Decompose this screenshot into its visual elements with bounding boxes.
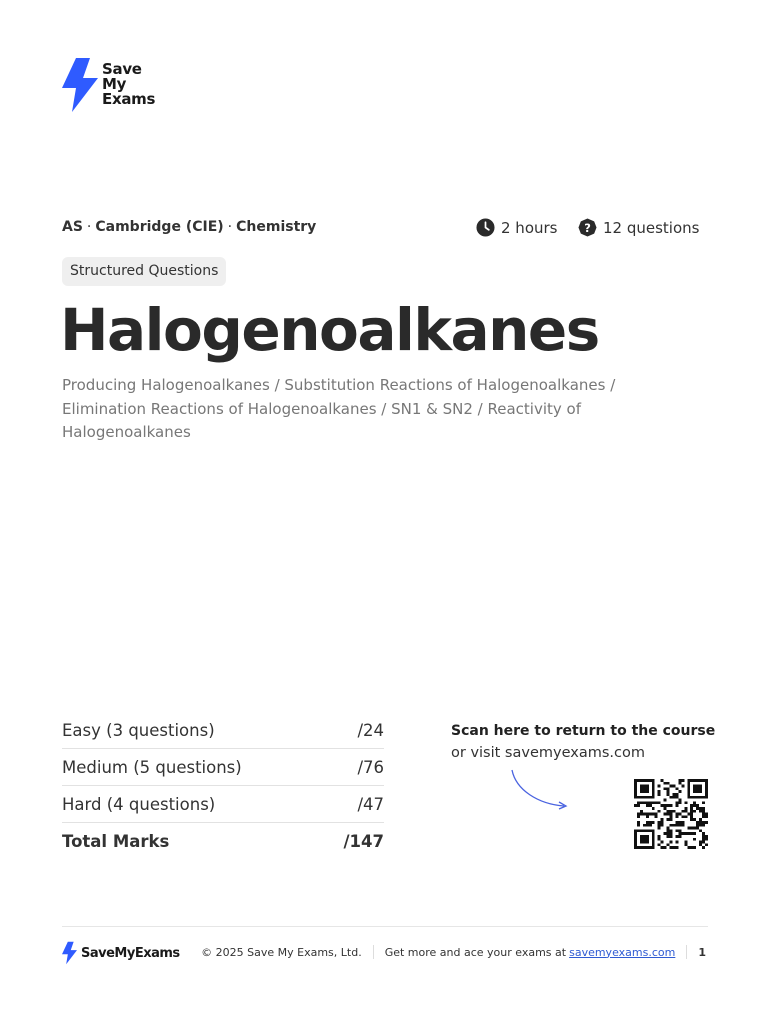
marks-row-medium: [62, 749, 384, 786]
footer-separator: [686, 945, 687, 959]
brand-logo: [62, 58, 172, 114]
marks-row-easy: [62, 712, 384, 749]
marks-label: Easy (3 questions): [62, 720, 215, 740]
question-count-text: 12 questions: [603, 218, 700, 237]
total-value: /147: [343, 831, 384, 851]
marks-table: [62, 712, 384, 859]
question-count-info: [578, 218, 699, 237]
page-title: Halogenoalkanes: [60, 296, 599, 364]
marks-value: /76: [357, 757, 384, 777]
level-label: AS: [62, 219, 83, 235]
footer-logo: [62, 941, 180, 965]
clock-icon: [476, 218, 495, 237]
marks-label: Hard (4 questions): [62, 794, 216, 814]
footer-separator: [373, 945, 374, 959]
footer-wordmark: SaveMyExams: [81, 945, 180, 961]
marks-value: /24: [357, 720, 384, 740]
scan-subtitle: or visit savemyexams.com: [451, 745, 645, 761]
duration-text: 2 hours: [501, 218, 558, 237]
question-mark-icon: [578, 218, 597, 237]
marks-label: Medium (5 questions): [62, 757, 242, 777]
curved-arrow-icon: [508, 768, 572, 812]
lightning-bolt-icon: [62, 58, 98, 112]
footer-divider: [62, 926, 708, 927]
footer-info: [201, 945, 706, 959]
website-link[interactable]: savemyexams.com: [569, 945, 676, 959]
scan-title: Scan here to return to the course: [451, 723, 716, 739]
marks-row-total: [62, 823, 384, 859]
lightning-bolt-icon: [62, 941, 77, 965]
logo-wordmark: Save My Exams: [102, 60, 156, 108]
marks-value: /47: [357, 794, 384, 814]
svg-text:?: ?: [584, 220, 591, 235]
footer-cta: Get more and ace your exams at: [384, 945, 567, 959]
duration-info: [476, 218, 557, 237]
question-type-tag: Structured Questions: [62, 257, 226, 286]
marks-row-hard: [62, 786, 384, 823]
total-label: Total Marks: [62, 831, 170, 851]
copyright-text: © 2025 Save My Exams, Ltd.: [201, 945, 362, 959]
board-label: Cambridge (CIE): [95, 219, 224, 235]
page-number: 1: [698, 945, 706, 959]
subject-label: Chemistry: [236, 219, 317, 235]
course-breadcrumb: AS · Cambridge (CIE) · Chemistry: [62, 219, 317, 235]
topic-list: Producing Halogenoalkanes / Substitution Reactions of Halogenoalkanes / Elimination Reactions of Halogenoalkanes / SN1 & SN2 / Reactivity of Halogenoalkanes: [62, 376, 616, 441]
qr-code[interactable]: [634, 779, 708, 849]
